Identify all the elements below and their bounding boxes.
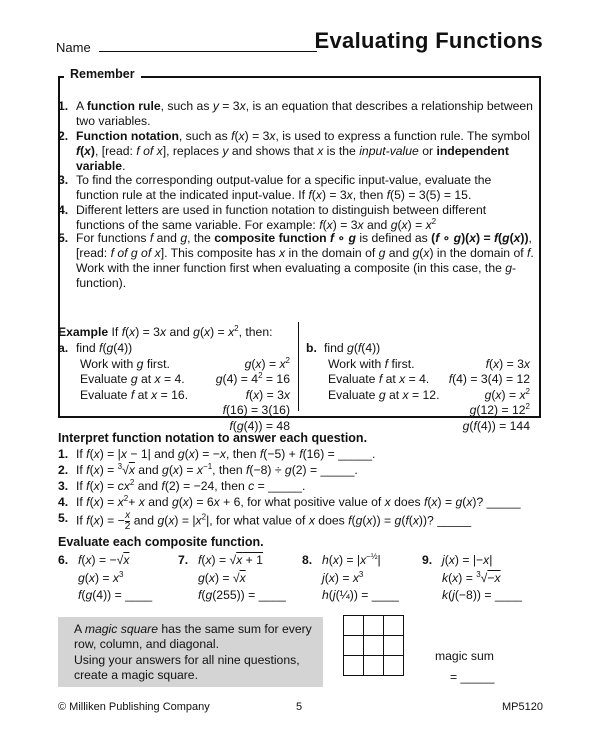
magic-sum-label: magic sum (435, 649, 494, 663)
name-label: Name (56, 40, 91, 55)
magic-square-cell[interactable] (343, 635, 364, 656)
remember-item-text: To find the corresponding output-value for a specific input-value, evaluate the function rule at the indicated input-value. If f(x) = 3x, then f(5) = 3(5) = 15. (76, 173, 492, 202)
magic-square-cell[interactable] (363, 615, 384, 636)
example-step-result: f(x) = 3x (485, 356, 530, 371)
example-step-text: find g(f(4)) (324, 341, 381, 355)
page-title: Evaluating Functions (314, 28, 543, 53)
question-number: 1. (58, 447, 69, 461)
question-number: 4. (58, 495, 69, 509)
question-text: If f(x) = $^3$√x and $g(x) = x^{-1}$, then f(−8) ÷ g(2) = _____. (76, 461, 358, 477)
example-step-result: f(x) = 3x (245, 387, 290, 402)
footer-page-number: 5 (296, 701, 303, 713)
problem-question: f(g(255)) = ____ (198, 588, 286, 602)
example-step-result: $g(12) = 12^2$ (469, 401, 530, 417)
example-step-result: f(g(4)) = 48 (229, 418, 290, 433)
footer-product-code: MP5120 (502, 701, 543, 713)
problem-function-2: g(x) = √x (198, 571, 246, 585)
example-step-text: Work with f first. (328, 356, 415, 371)
remember-item-text: A function rule, such as y = 3x, is an equation that describes a relationship between two variables. (76, 99, 533, 128)
magic-square-cell[interactable] (383, 635, 404, 656)
magic-sum-blank[interactable]: = _____ (450, 670, 495, 684)
magic-square-cell[interactable] (363, 635, 384, 656)
remember-item-number: 2. (58, 129, 69, 143)
question-text: If $f(x) = cx^2$ and f(2) = −24, then c = _____. (76, 477, 306, 493)
example-step-result: $g(x) = x^2$ (244, 355, 290, 371)
magic-square-cell[interactable] (343, 655, 364, 676)
question-text: If f(x) = |x − 1| and g(x) = −x, then f(−5) + f(16) = _____. (76, 447, 376, 461)
footer-copyright: © Milliken Publishing Company (58, 701, 210, 713)
problem-question: f(g(4)) = ____ (78, 588, 153, 602)
question-text: If $f(x) = x^2+ x$ and g(x) = 6x + 6, for what positive value of x does f(x) = g(x)? _____ (76, 493, 521, 509)
remember-item-number: 1. (58, 99, 69, 113)
example-step-text: Evaluate g at x = 12. (328, 387, 440, 402)
example-step-text: Evaluate g at x = 4. (80, 372, 185, 386)
problem-function-1: f(x) = √x + 1 (198, 553, 263, 567)
magic-square-cell[interactable] (383, 655, 404, 676)
magic-square-definition: A magic square has the same sum for every row, column, and diagonal. (74, 622, 312, 651)
name-field (56, 40, 317, 55)
problem-number: 8. (302, 553, 313, 567)
problem-function-1: $h(x) = |x^{-\frac{1}{2}}|$ (322, 551, 381, 567)
remember-item-number: 3. (58, 173, 69, 187)
remember-item-text: Function notation, such as f(x) = 3x, is used to express a function rule. The symbol f(x), [read: f of x], replaces y and shows that x is the input-value or independent variable. (76, 129, 530, 173)
example-step-result: g(f(4)) = 144 (462, 418, 530, 433)
problem-function-2: $j(x) = x^3$ (322, 569, 364, 585)
problem-number: 9. (422, 553, 433, 567)
example-step-text: Evaluate f at x = 16. (80, 387, 189, 402)
interpret-heading: Interpret function notation to answer each question. (58, 431, 368, 445)
example-step-result: f(4) = 3(4) = 12 (448, 372, 530, 386)
remember-item-text: Different letters are used in function notation to distinguish between different functions of the same variable. For example: f(x) = 3x and $g(x) = x^2$ (76, 203, 487, 232)
example-divider (298, 322, 299, 411)
problem-number: 7. (178, 553, 189, 567)
magic-square-info-box (58, 617, 323, 687)
problem-number: 6. (58, 553, 69, 567)
example-step-result: $g(4) = 4^2 = 16$ (215, 370, 290, 386)
composite-heading: Evaluate each composite function. (58, 535, 264, 549)
remember-item-number: 4. (58, 203, 69, 217)
question-number: 2. (58, 463, 69, 477)
problem-function-1: f(x) = −√x (78, 553, 130, 567)
remember-label: Remember (64, 67, 141, 82)
remember-item-text: For functions f and g, the composite function f ∘ g is defined as (f ∘ g)(x) = f(g(x)), [read: f of g of x]. This composite has x in the domain of g and g(x) in the domain of f. Work with the inner function first when evaluating a composite (in this case, the g-function). (76, 231, 534, 290)
example-title: Example If f(x) = 3x and $g(x) = x^2$, then: (58, 323, 273, 339)
question-text: If $f(x) = -\frac{x}{2}$ and $g(x) = |x^2|$, for what value of x does f(g(x)) = g(f(x))? _____ (76, 510, 472, 532)
example-step-result: f(16) = 3(16) (222, 403, 290, 417)
example-step-text: find f(g(4)) (76, 341, 133, 355)
magic-square-cell[interactable] (383, 615, 404, 636)
problem-function-2: $g(x) = x^3$ (78, 569, 124, 585)
example-part-label: a. (58, 341, 69, 355)
example-part-label: b. (306, 341, 317, 355)
question-number: 3. (58, 479, 69, 493)
problem-function-2: k(x) = $^3$√−x (442, 569, 501, 585)
magic-square-instructions: Using your answers for all nine questions, create a magic square. (74, 653, 300, 682)
example-step-text: Evaluate f at x = 4. (328, 372, 430, 386)
magic-square-cell[interactable] (363, 655, 384, 676)
problem-function-1: j(x) = |−x| (442, 553, 493, 567)
magic-square-cell[interactable] (343, 615, 364, 636)
question-number: 5. (58, 511, 69, 525)
problem-question: h(j(¼)) = ____ (322, 588, 399, 602)
example-step-text: Work with g first. (80, 356, 170, 371)
example-step-result: $g(x) = x^2$ (484, 386, 530, 402)
name-blank-line[interactable] (99, 40, 317, 52)
remember-item-number: 5. (58, 231, 69, 245)
problem-question: k(j(−8)) = ____ (442, 588, 522, 602)
